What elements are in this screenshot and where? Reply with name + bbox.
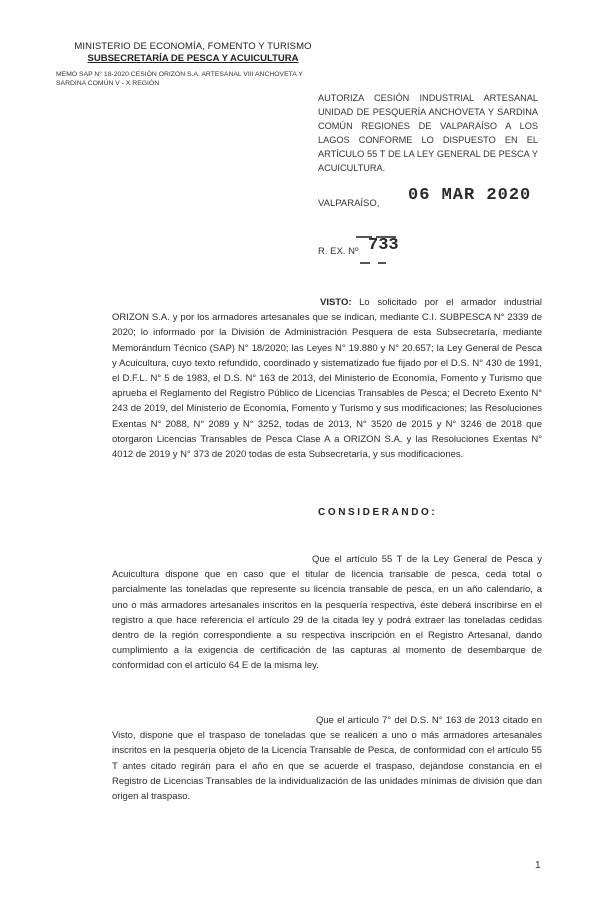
stamp-dash xyxy=(360,262,370,264)
considerando-paragraph-1 xyxy=(112,552,542,674)
stamp-dash xyxy=(378,262,386,264)
considerando-heading: CONSIDERANDO: xyxy=(318,507,438,518)
considerando-paragraph-2 xyxy=(112,713,542,804)
rex-label: R. EX. Nº xyxy=(318,246,359,257)
memo-reference: MEMO SAP N° 18-2020 CESIÓN ORIZON S.A. ARTESANAL VIII ANCHOVETA Y SARDINA COMÚN V - X REGIÓN xyxy=(56,71,303,87)
paragraph-2-text: Que el artículo 7° del D.S. N° 163 de 2013 citado en Visto, dispone que el traspaso de toneladas que se realicen a uno o más armadores artesanales inscritos en la pesquería objeto de la Licencia Transable de Pesca, de conformidad con el artículo 55 T antes citado regirán para el año en que se acuerde el traspaso, dejándose constancia en el Registro de Licencias Transables de la individualización de las unidades mínimas de división que dan origen al traspaso. xyxy=(112,715,542,803)
resolution-title: AUTORIZA CESIÓN INDUSTRIAL ARTESANAL UNIDAD DE PESQUERÍA ANCHOVETA Y SARDINA COMÚN REGIONES DE VALPARAÍSO A LOS LAGOS CONFORME LO DISPUESTO EN EL ARTÍCULO 55 T DE LA LEY GENERAL DE PESCA Y ACUICULTURA. xyxy=(318,93,538,173)
place-label: VALPARAÍSO, xyxy=(318,198,380,209)
visto-label: VISTO: xyxy=(320,297,352,308)
visto-text: Lo solicitado por el armador industrial ORIZON S.A. y por los armadores artesanales que se indican, mediante C.I. SUBPESCA N° 2339 de 2020; lo informado por la División de Administración Pesquera de esta Subsecretaría, mediante Memorándum Técnico (SAP) N° 18/2020; las Leyes N° 19.880 y N° 20.657; la Ley General de Pesca y Acuicultura, cuyo texto refundido, coordinado y sistematizado fue fijado por el D.S. N° 430 de 1991, el D.F.L. N° 5 de 1983, el D.S. N° 163 de 2013, del Ministerio de Economía, Fomento y Turismo que aprueba el Reglamento del Registro Público de Licencias Transables de Pesca; el Decreto Exento N° 243 de 2019, del Ministerio de Economía, Fomento y Turismo y sus modificaciones; las Resoluciones Exentas N° 2088, N° 2089 y N° 3252, todas de 2013, N° 3520 de 2015 y N° 3246 de 2018 que otorgaron Licencias Transables de Pesca Clase A a ORIZON S.A. y las Resoluciones Exentas N° 4012 de 2019 y N° 373 de 2020 todas de esta Subsecretaría, y sus modificaciones. xyxy=(112,297,543,461)
visto-section xyxy=(112,295,542,462)
subsecretaria-name: SUBSECRETARÍA DE PESCA Y ACUICULTURA xyxy=(87,53,299,64)
page-number: 1 xyxy=(535,860,541,871)
resolution-number: 733 xyxy=(368,236,399,255)
ministry-name: MINISTERIO DE ECONOMÍA, FOMENTO Y TURISMO xyxy=(74,41,312,52)
date-stamp: 06 MAR 2020 xyxy=(408,186,532,205)
paragraph-1-text: Que el artículo 55 T de la Ley General de Pesca y Acuicultura dispone que en caso que el titular de licencia transable de pesca, ceda total o parcialmente las toneladas que represente su licencia transable de pesca, en un año calendario, a uno o más armadores artesanales inscritos en la pesquería respectiva, éste deberá inscribirse en el registro a que hace referencia el artículo 29 de la citada ley y podrá extraer las toneladas cedidas dentro de la región correspondiente a su respectiva inscripción en el Registro Artesanal, dando cumplimiento a la exigencia de certificación de las capturas al momento de desembarque de conformidad con el artículo 64 E de la misma ley. xyxy=(112,554,542,672)
letterhead xyxy=(58,41,328,65)
